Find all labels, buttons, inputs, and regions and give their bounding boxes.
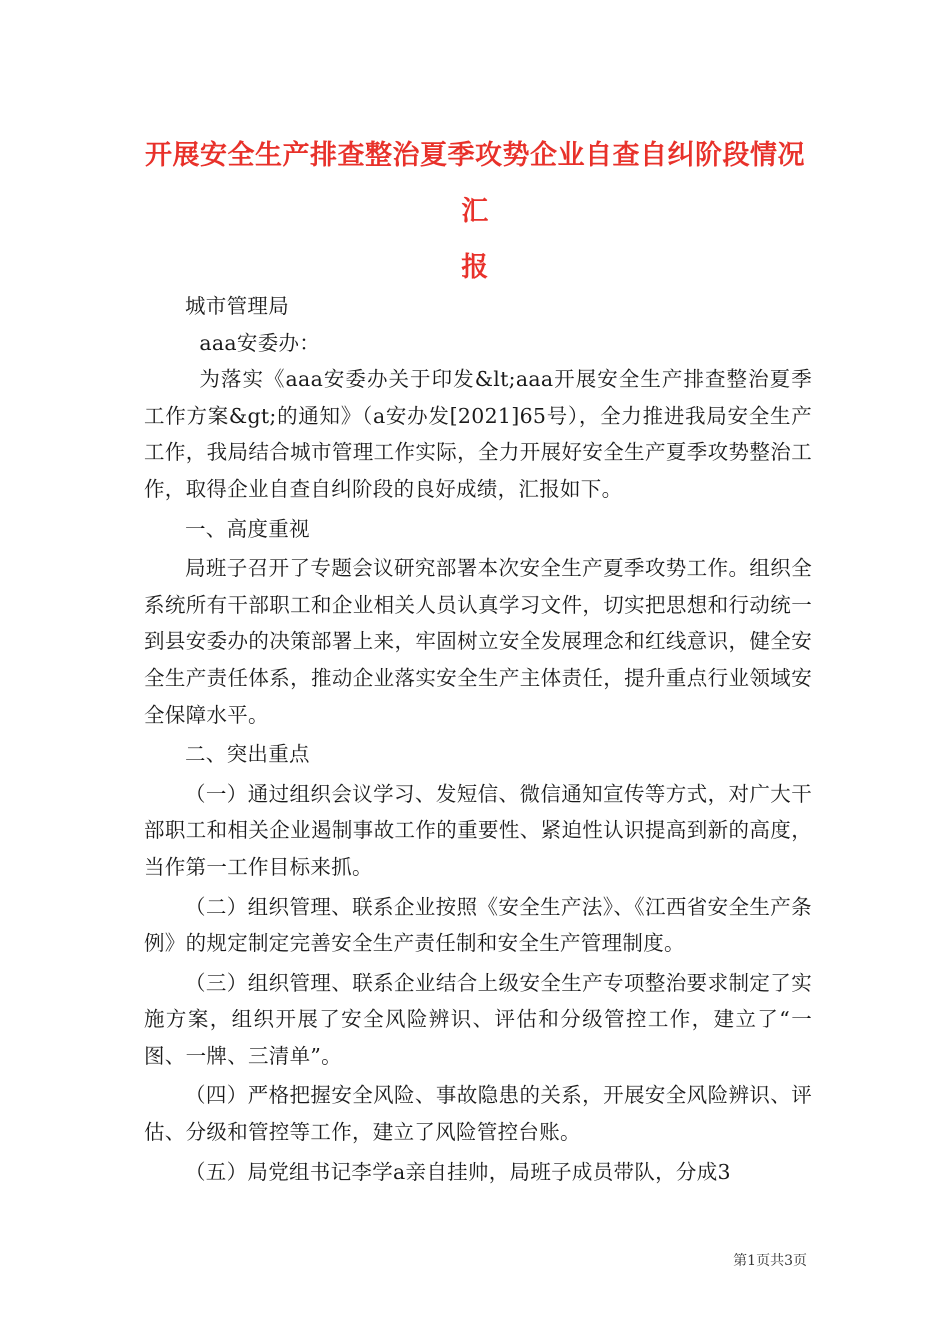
recipient-line: aaa安委办： (199, 330, 321, 355)
item-1-paragraph: （一）通过组织会议学习、发短信、微信通知宣传等方式，对广大干部职工和相关企业遏制事故工作的重要性、紧迫性认识提高到新的高度，当作第一工作目标来抓。 (144, 781, 812, 879)
page-number: 第1页共3页 (733, 1253, 807, 1269)
section-1-paragraph: 局班子召开了专题会议研究部署本次安全生产夏季攻势工作。组织全系统所有干部职工和企业相关人员认真学习文件，切实把思想和行动统一到县安委办的决策部署上来，牢固树立安全发展理念和红线意识，健全安全生产责任体系，推动企业落实安全生产主体责任，提升重点行业领域安全保障水平。 (144, 556, 812, 727)
section-heading-1: 一、高度重视 (185, 516, 310, 541)
item-3-paragraph: （三）组织管理、联系企业结合上级安全生产专项整治要求制定了实施方案，组织开展了安全风险辨识、评估和分级管控工作，建立了“一图、一牌、三清单”。 (144, 970, 812, 1068)
intro-paragraph: 为落实《aaa安委办关于印发&lt;aaa开展安全生产排查整治夏季工作方案&gt;的通知》（a安办发[2021]65号），全力推进我局安全生产工作，我局结合城市管理工作实际，全力开展好安全生产夏季攻势整治工作，取得企业自查自纠阶段的良好成绩，汇报如下。 (144, 367, 812, 501)
title-line-1: 开展安全生产排查整治夏季攻势企业自查自纠阶段情况汇 (145, 140, 805, 227)
document-title (140, 128, 810, 296)
item-2-paragraph: （二）组织管理、联系企业按照《安全生产法》、《江西省安全生产条例》的规定制定完善安全生产责任制和安全生产管理制度。 (144, 894, 812, 956)
document-body (144, 288, 812, 1190)
sender-line: 城市管理局 (185, 294, 289, 318)
title-line-2: 报 (461, 252, 489, 283)
item-4-paragraph: （四）严格把握安全风险、事故隐患的关系，开展安全风险辨识、评估、分级和管控等工作，建立了风险管控台账。 (144, 1083, 812, 1145)
section-heading-2: 二、突出重点 (185, 742, 310, 767)
item-5-paragraph: （五）局党组书记李学a亲自挂帅，局班子成员带队，分成3 (185, 1159, 731, 1184)
